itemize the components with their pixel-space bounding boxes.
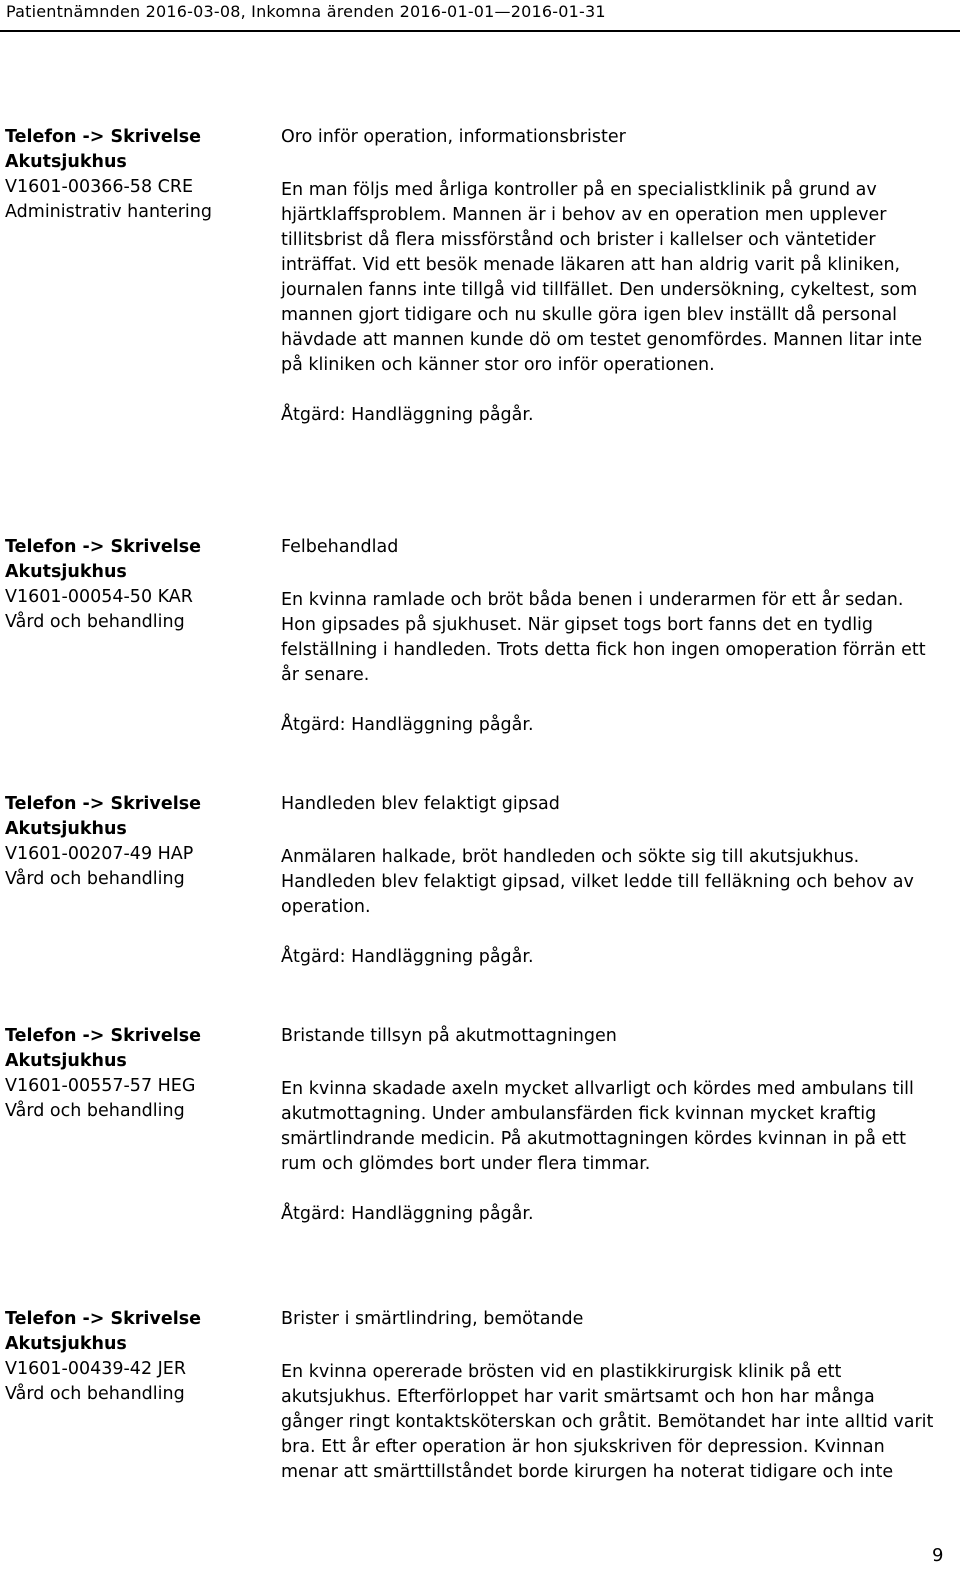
case-id: V1601-00054-50 KAR (5, 587, 193, 607)
case-unit: Akutsjukhus (5, 819, 127, 839)
page-number: 9 (932, 1545, 944, 1566)
case-meta (5, 125, 270, 225)
case-description: En man följs med årliga kontroller på en specialistklinik på grund av hjärtklaffsproblem. Mannen är i behov av en operation men upplever tillitsbrist då flera missförstånd och brister i kallelser och väntetider inträffat. Vid ett besök menade läkaren att han aldrig varit på kliniken, journalen fanns inte tillgå vid tillfället. Den undersökning, cykeltest, som mannen gjort tidigare och nu skulle göra igen blev inställt då personal hävdade att mannen kunde dö om testet genomfördes. Mannen litar inte på kliniken och känner stor oro inför operationen. (281, 180, 923, 375)
case-title: Handleden blev felaktigt gipsad (281, 794, 560, 814)
case-meta (5, 792, 270, 892)
case-meta (5, 1307, 270, 1407)
case-body (281, 792, 941, 970)
case-category: Vård och behandling (5, 1384, 185, 1404)
case-description: Anmälaren halkade, bröt handleden och sökte sig till akutsjukhus. Handleden blev felaktigt gipsad, vilket ledde till felläkning och behov av operation. (281, 847, 914, 917)
case-unit: Akutsjukhus (5, 562, 127, 582)
case-action: Åtgärd: Handläggning pågår. (281, 715, 534, 735)
case-unit: Akutsjukhus (5, 1051, 127, 1071)
case-channel: Telefon -> Skrivelse (5, 537, 201, 557)
case-title: Felbehandlad (281, 537, 399, 557)
case-unit: Akutsjukhus (5, 152, 127, 172)
case-id: V1601-00207-49 HAP (5, 844, 194, 864)
case-category: Vård och behandling (5, 869, 185, 889)
case-meta (5, 1024, 270, 1124)
case-channel: Telefon -> Skrivelse (5, 127, 201, 147)
case-body (281, 125, 941, 428)
case-id: V1601-00366-58 CRE (5, 177, 194, 197)
case-body (281, 1024, 941, 1227)
case-description: En kvinna opererade brösten vid en plastikkirurgisk klinik på ett akutsjukhus. Efterförloppet har varit smärtsamt och hon har många gånger ringt kontaktsköterskan och gråtit. Bemötandet har inte alltid varit bra. Ett år efter operation är hon sjukskriven för depression. Kvinnan menar att smärttillståndet borde kirurgen ha noterat tidigare och inte (281, 1362, 934, 1482)
case-category: Vård och behandling (5, 1101, 185, 1121)
case-description: En kvinna ramlade och bröt båda benen i underarmen för ett år sedan. Hon gipsades på sjukhuset. När gipset togs bort fanns det en tydlig felställning i handleden. Trots detta fick hon ingen omoperation förrän ett år senare. (281, 590, 926, 685)
case-id: V1601-00557-57 HEG (5, 1076, 196, 1096)
case-channel: Telefon -> Skrivelse (5, 794, 201, 814)
case-body (281, 1307, 941, 1485)
case-meta (5, 535, 270, 635)
case-category: Administrativ hantering (5, 202, 212, 222)
header-divider (0, 30, 960, 32)
case-title: Bristande tillsyn på akutmottagningen (281, 1026, 617, 1046)
case-action: Åtgärd: Handläggning pågår. (281, 947, 534, 967)
case-description: En kvinna skadade axeln mycket allvarligt och kördes med ambulans till akutmottagning. Under ambulansfärden fick kvinnan mycket kraftig smärtlindrande medicin. På akutmottagningen kördes kvinnan in på ett rum och glömdes bort under flera timmar. (281, 1079, 914, 1174)
case-action: Åtgärd: Handläggning pågår. (281, 405, 534, 425)
case-channel: Telefon -> Skrivelse (5, 1026, 201, 1046)
case-title: Brister i smärtlindring, bemötande (281, 1309, 584, 1329)
case-channel: Telefon -> Skrivelse (5, 1309, 201, 1329)
case-category: Vård och behandling (5, 612, 185, 632)
case-id: V1601-00439-42 JER (5, 1359, 187, 1379)
page-header-title: Patientnämnden 2016-03-08, Inkomna ärenden 2016-01-01—2016-01-31 (6, 2, 606, 21)
case-action: Åtgärd: Handläggning pågår. (281, 1204, 534, 1224)
case-title: Oro inför operation, informationsbrister (281, 127, 626, 147)
case-body (281, 535, 941, 738)
case-unit: Akutsjukhus (5, 1334, 127, 1354)
